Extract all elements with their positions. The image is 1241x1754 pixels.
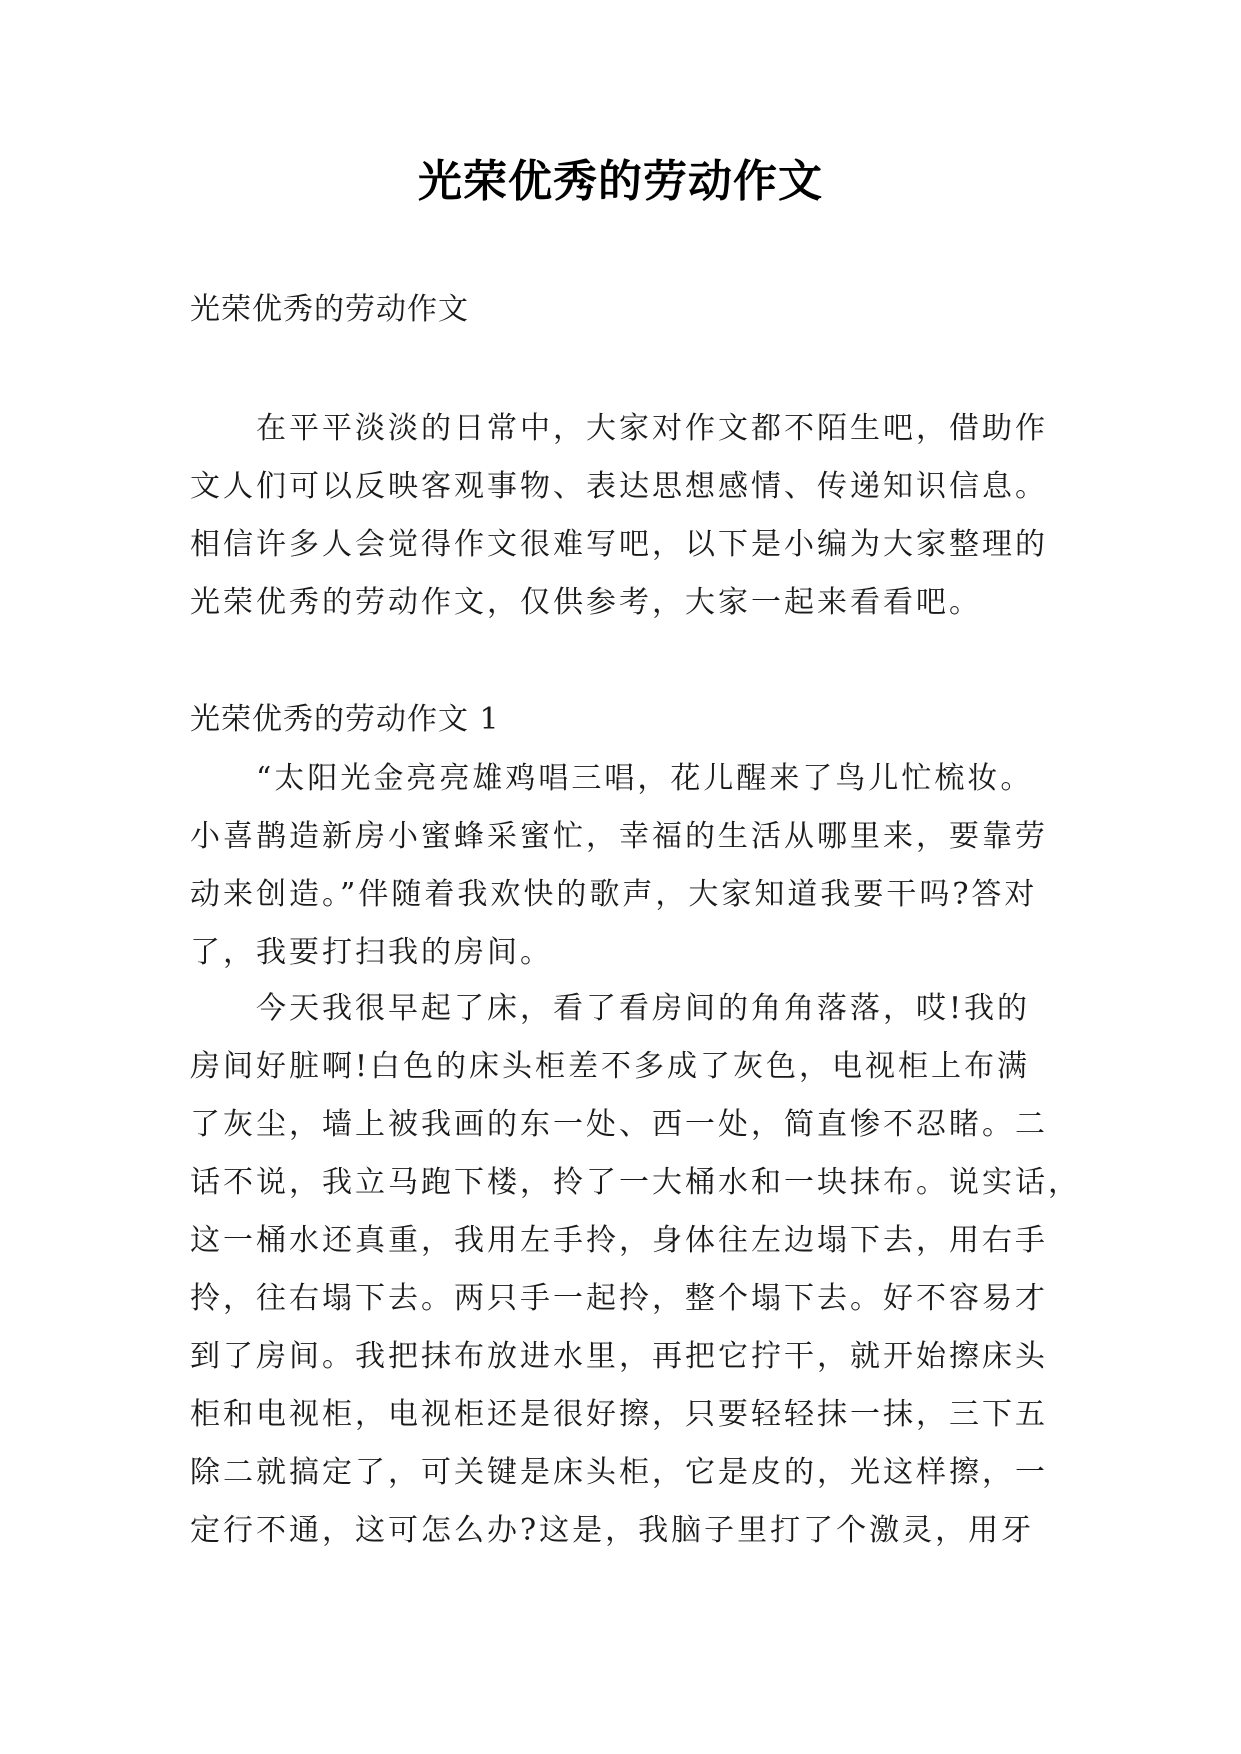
body-line: “太阳光金亮亮雄鸡唱三唱，花儿醒来了鸟儿忙梳妆。 — [256, 761, 1034, 796]
body-paragraph-2 — [190, 980, 1081, 1560]
body-line: 动来创造。”伴随着我欢快的歌声，大家知道我要干吗?答对 — [190, 877, 1038, 912]
document-subtitle: 光荣优秀的劳动作文 — [190, 292, 469, 327]
body-line: 到了房间。我把抹布放进水里，再把它拧干，就开始擦床头 — [190, 1339, 1048, 1374]
intro-paragraph — [190, 400, 1070, 632]
body-line: 柜和电视柜，电视柜还是很好擦，只要轻轻抹一抹，三下五 — [190, 1397, 1048, 1432]
body-line: 定行不通，这可怎么办?这是，我脑子里打了个激灵，用牙 — [190, 1513, 1035, 1548]
intro-line: 光荣优秀的劳动作文，仅供参考，大家一起来看看吧。 — [190, 585, 982, 620]
body-line: 小喜鹊造新房小蜜蜂采蜜忙，幸福的生活从哪里来，要靠劳 — [190, 819, 1048, 854]
body-line: 除二就搞定了，可关键是床头柜，它是皮的，光这样擦，一 — [190, 1455, 1048, 1490]
body-line: 了，我要打扫我的房间。 — [190, 935, 553, 970]
body-line: 这一桶水还真重，我用左手拎，身体往左边塌下去，用右手 — [190, 1223, 1048, 1258]
intro-line: 在平平淡淡的日常中，大家对作文都不陌生吧，借助作 — [256, 411, 1048, 446]
body-paragraph-1 — [190, 750, 1070, 982]
intro-line: 文人们可以反映客观事物、表达思想感情、传递知识信息。 — [190, 469, 1048, 504]
section-heading: 光荣优秀的劳动作文 1 — [190, 702, 500, 737]
intro-line: 相信许多人会觉得作文很难写吧，以下是小编为大家整理的 — [190, 527, 1048, 562]
body-line: 今天我很早起了床，看了看房间的角角落落，哎!我的 — [256, 991, 1031, 1026]
body-line: 房间好脏啊!白色的床头柜差不多成了灰色，电视柜上布满 — [190, 1049, 1031, 1084]
body-line: 拎，往右塌下去。两只手一起拎，整个塌下去。好不容易才 — [190, 1281, 1048, 1316]
document-title: 光荣优秀的劳动作文 — [418, 156, 823, 207]
body-line: 了灰尘，墙上被我画的东一处、西一处，简直惨不忍睹。二 — [190, 1107, 1048, 1142]
body-line: 话不说，我立马跑下楼，拎了一大桶水和一块抹布。说实话， — [190, 1165, 1081, 1200]
